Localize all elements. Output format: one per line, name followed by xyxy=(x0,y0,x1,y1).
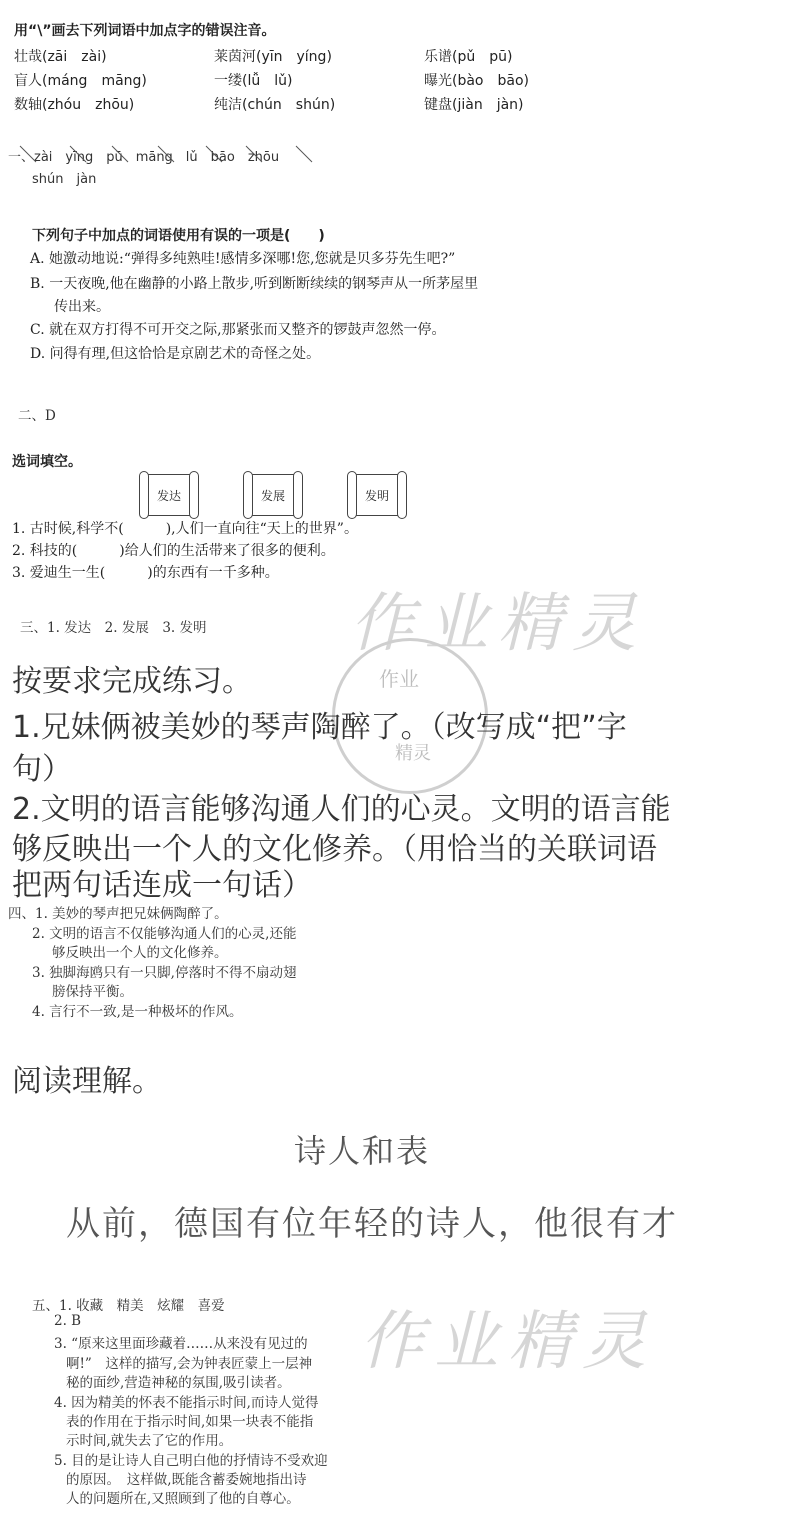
pinyin-item: 莱茵河(yīn yíng) xyxy=(214,49,332,65)
answer-5-2: 2. B xyxy=(54,1313,82,1329)
answer-5-4-cont: 示时间,就失去了它的作用。 xyxy=(66,1433,233,1449)
pinyin-item: 数轴(zhóu zhōu) xyxy=(14,97,135,113)
answer-1-line2: shún jàn xyxy=(32,172,97,187)
section3-title: 选词填空。 xyxy=(12,454,82,470)
answer-4-2-cont: 够反映出一个人的文化修养。 xyxy=(52,945,228,961)
strike-marks xyxy=(0,140,360,170)
word-scroll-3 xyxy=(352,474,402,516)
answer-4-3: 3. 独脚海鸥只有一只脚,停落时不得不扇动翅 xyxy=(32,965,297,981)
pinyin-item: 一缕(lǚ lǔ) xyxy=(214,73,293,89)
answer-5-1: 五、1. 收藏 精美 炫耀 喜爱 xyxy=(32,1298,225,1314)
answer-4-3-cont: 膀保持平衡。 xyxy=(52,984,133,1000)
option-d: D. 问得有理,但这恰恰是京剧艺术的奇怪之处。 xyxy=(30,346,321,362)
section4-line: 2.文明的语言能够沟通人们的心灵。文明的语言能 xyxy=(12,792,671,827)
section4-line: 句） xyxy=(12,752,72,787)
word-label: 发展 xyxy=(260,488,285,503)
answer-5-5-cont: 人的问题所在,又照顾到了他的自尊心。 xyxy=(66,1491,300,1507)
word-scroll-2 xyxy=(248,474,298,516)
word-label: 发达 xyxy=(156,488,181,503)
answer-5-5: 5. 目的是让诗人自己明白他的抒情诗不受欢迎 xyxy=(54,1453,328,1469)
pinyin-item: 曝光(bào bāo) xyxy=(424,73,529,89)
pinyin-item: 盲人(máng māng) xyxy=(14,73,147,89)
answer-5-3: 3. “原来这里面珍藏着……从来没有见过的 xyxy=(54,1336,308,1352)
answer-4-2: 2. 文明的语言不仅能够沟通人们的心灵,还能 xyxy=(32,926,297,942)
section4-cut-line-wrap xyxy=(0,868,800,903)
fill-item-3: 3. 爱迪生一生( )的东西有一千多种。 xyxy=(12,565,279,581)
answer-3: 三、1. 发达 2. 发展 3. 发明 xyxy=(20,620,207,636)
answer-5-4-cont: 表的作用在于指示时间,如果一块表不能指 xyxy=(66,1414,314,1430)
fill-item-2: 2. 科技的( )给人们的生活带来了很多的便利。 xyxy=(12,543,335,559)
answer-5-3-cont: 秘的面纱,营造神秘的氛围,吸引读者。 xyxy=(66,1375,291,1391)
section2-title: 下列句子中加点的词语使用有误的一项是( ) xyxy=(32,228,325,244)
answer-1-line1: 一、zài yīng pū māng lǔ bāo zhōu xyxy=(8,150,280,165)
option-b-cont: 传出来。 xyxy=(54,299,110,315)
answer-5-3-cont: 啊!” 这样的描写,会为钟表匠蒙上一层神 xyxy=(66,1356,313,1372)
watermark-text: 作业精灵 xyxy=(350,587,646,661)
story-title: 诗人和表 xyxy=(294,1132,431,1170)
stamp-bottom-text: 精灵 xyxy=(395,743,431,764)
answer-4-1: 四、1. 美妙的琴声把兄妹俩陶醉了。 xyxy=(8,906,228,922)
pinyin-item: 纯洁(chún shún) xyxy=(214,97,336,113)
section4-line: 把两句话连成一句话） xyxy=(12,868,312,903)
section1-title: 用“\”画去下列词语中加点字的错误注音。 xyxy=(14,23,276,39)
answer-5-5-cont: 的原因。 这样做,既能含蓄委婉地指出诗 xyxy=(66,1472,307,1488)
section5-title: 阅读理解。 xyxy=(12,1064,162,1099)
section4-line: 够反映出一个人的文化修养。（用恰当的关联词语 xyxy=(12,832,657,867)
pinyin-item: 壮哉(zāi zài) xyxy=(14,49,107,65)
answer-2: 二、D xyxy=(18,408,56,424)
option-a: A. 她激动地说:“弹得多纯熟哇!感情多深哪!您,您就是贝多芬先生吧?” xyxy=(30,251,456,267)
answer-4-4: 4. 言行不一致,是一种极坏的作风。 xyxy=(32,1004,243,1020)
stamp-top-text: 作业 xyxy=(379,667,419,691)
option-c: C. 就在双方打得不可开交之际,那紧张而又整齐的锣鼓声忽然一停。 xyxy=(30,322,446,338)
story-first-line: 从前，德国有位年轻的诗人，他很有才 xyxy=(66,1204,678,1244)
watermark-text: 作业精灵 xyxy=(360,1305,656,1379)
answer-5-4: 4. 因为精美的怀表不能指示时间,而诗人觉得 xyxy=(54,1395,319,1411)
section4-title: 按要求完成练习。 xyxy=(12,664,252,699)
word-scroll-1 xyxy=(144,474,194,516)
section4-line: 1.兄妹俩被美妙的琴声陶醉了。（改写成“把”字 xyxy=(12,710,627,745)
word-label: 发明 xyxy=(364,488,389,503)
pinyin-item: 乐谱(pǔ pū) xyxy=(424,49,513,65)
fill-item-1: 1. 古时候,科学不( ),人们一直向往“天上的世界”。 xyxy=(12,521,358,537)
option-b: B. 一天夜晚,他在幽静的小路上散步,听到断断续续的钢琴声从一所茅屋里 xyxy=(30,276,479,292)
pinyin-item: 键盘(jiàn jàn) xyxy=(424,97,524,113)
